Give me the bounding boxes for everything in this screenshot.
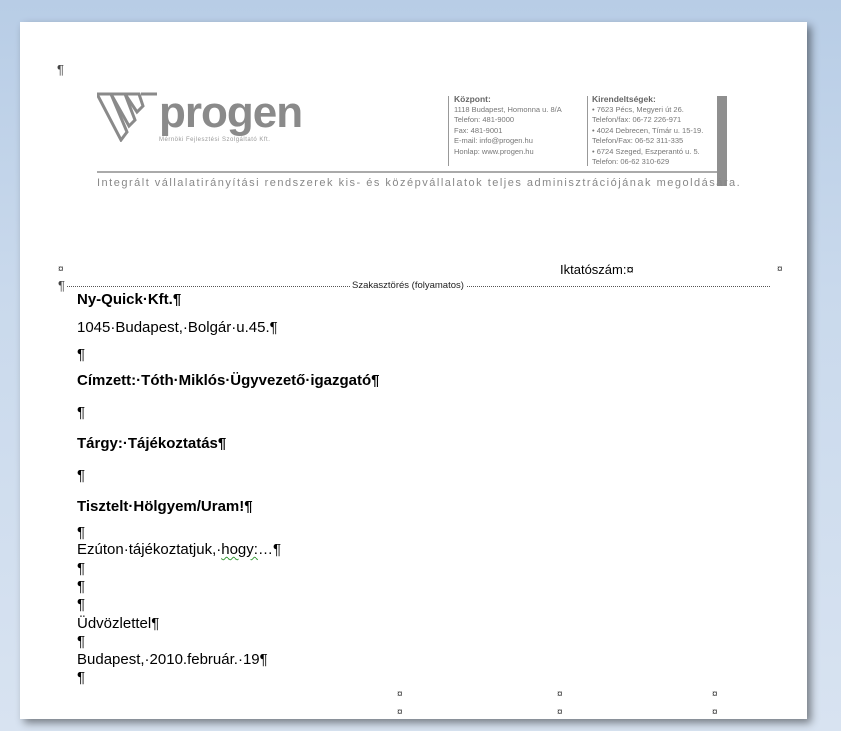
kirendeltsegek-heading: Kirendeltségek: bbox=[592, 94, 656, 104]
kirendeltseg-line: Telefon/fax: 06-72 226-971 bbox=[592, 115, 682, 124]
empty-paragraph[interactable]: ¶ bbox=[77, 578, 86, 595]
body-text-start: Ezúton·tájékoztatjuk,· bbox=[77, 541, 222, 558]
letterhead-accent-bar bbox=[717, 96, 727, 186]
empty-paragraph[interactable]: ¶ bbox=[77, 346, 86, 363]
header-divider bbox=[448, 96, 449, 166]
progen-logo-icon bbox=[97, 92, 159, 142]
kozpont-heading: Központ: bbox=[454, 94, 491, 104]
logo-wordmark: progen bbox=[159, 88, 303, 137]
subject-line[interactable]: Tárgy:·Tájékoztatás¶ bbox=[77, 435, 227, 452]
empty-paragraph[interactable]: ¶ bbox=[77, 669, 86, 686]
kirendeltseg-line: • 6724 Szeged, Eszperantó u. 5. bbox=[592, 146, 700, 156]
section-break-paragraph-mark: ¶ bbox=[58, 278, 65, 293]
kirendeltsegek-block bbox=[592, 94, 703, 168]
company-address[interactable]: 1045·Budapest,·Bolgár·u.45.¶ bbox=[77, 319, 278, 336]
empty-paragraph[interactable]: ¶ bbox=[77, 404, 86, 421]
header-divider bbox=[587, 96, 588, 166]
kozpont-line: E-mail: info@progen.hu bbox=[454, 136, 533, 145]
empty-paragraph[interactable]: ¶ bbox=[77, 524, 86, 541]
grammar-flagged-word[interactable]: hogy: bbox=[221, 541, 258, 558]
section-break-label: Szakasztörés (folyamatos) bbox=[352, 280, 464, 291]
kirendeltseg-line: Telefon: 06-62 310-629 bbox=[592, 157, 670, 166]
recipient-line[interactable]: Címzett:·Tóth·Miklós·Ügyvezető·igazgató¶ bbox=[77, 372, 380, 389]
salutation-line[interactable]: Tisztelt·Hölgyem/Uram!¶ bbox=[77, 498, 253, 515]
table-cell-mark: ¤ bbox=[557, 689, 563, 700]
top-paragraph-mark: ¶ bbox=[57, 62, 64, 77]
kozpont-line: Fax: 481-9001 bbox=[454, 125, 503, 135]
table-cell-mark: ¤ bbox=[712, 689, 718, 700]
kozpont-block bbox=[454, 94, 562, 157]
place-date-line[interactable]: Budapest,·2010.február.·19¶ bbox=[77, 651, 268, 668]
kirendeltseg-line: • 4024 Debrecen, Tímár u. 15-19. bbox=[592, 125, 704, 135]
kirendeltseg-line: • 7623 Pécs, Megyeri út 26. bbox=[592, 104, 684, 114]
empty-paragraph[interactable]: ¶ bbox=[77, 560, 86, 577]
empty-paragraph[interactable]: ¶ bbox=[77, 467, 86, 484]
table-cell-mark: ¤ bbox=[397, 707, 403, 718]
empty-paragraph[interactable]: ¶ bbox=[77, 633, 86, 650]
progen-logo bbox=[97, 88, 307, 144]
document-page[interactable] bbox=[20, 22, 807, 719]
kozpont-line: Telefon: 481-9000 bbox=[454, 115, 515, 124]
table-cell-mark: ¤ bbox=[712, 707, 718, 718]
iktatoszam-label[interactable]: Iktatószám:¤ bbox=[560, 262, 634, 277]
body-paragraph[interactable] bbox=[77, 541, 281, 558]
company-name[interactable]: Ny-Quick·Kft.¶ bbox=[77, 291, 182, 308]
letterhead-slogan: Integrált vállalatirányítási rendszerek kis- és középvállalatok teljes adminisztrációjának megoldására. bbox=[97, 177, 742, 189]
body-text-end: …¶ bbox=[257, 541, 282, 558]
table-cell-mark: ¤ bbox=[58, 264, 64, 275]
logo-subtitle: Mérnöki Fejlesztési Szolgáltató Kft. bbox=[159, 137, 271, 143]
closing-line[interactable]: Üdvözlettel¶ bbox=[77, 615, 160, 632]
table-cell-mark: ¤ bbox=[557, 707, 563, 718]
letterhead-rule bbox=[97, 171, 717, 173]
kirendeltseg-line: Telefon/Fax: 06-52 311-335 bbox=[592, 136, 684, 145]
empty-paragraph[interactable]: ¶ bbox=[77, 596, 86, 613]
kozpont-line: 1118 Budapest, Homonna u. 8/A bbox=[454, 104, 562, 114]
kozpont-line: Honlap: www.progen.hu bbox=[454, 146, 534, 156]
table-cell-mark: ¤ bbox=[777, 264, 783, 275]
table-cell-mark: ¤ bbox=[397, 689, 403, 700]
